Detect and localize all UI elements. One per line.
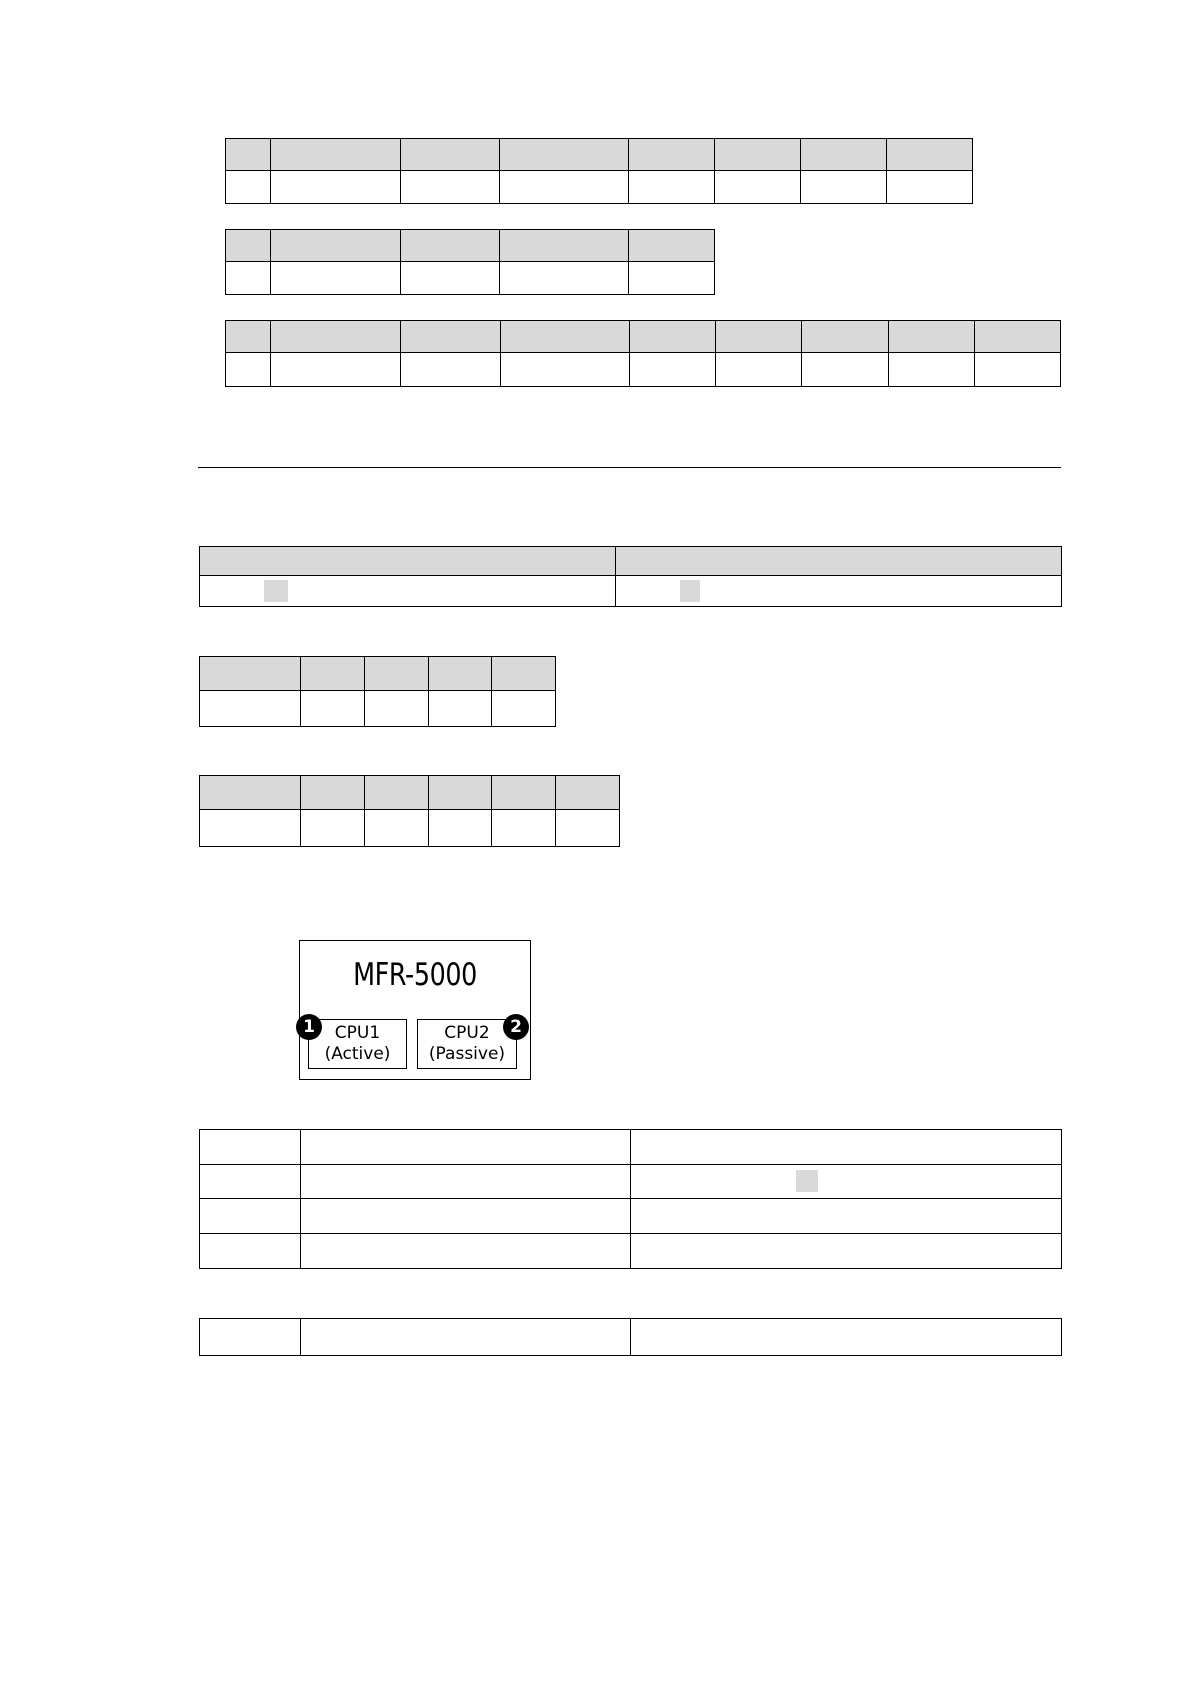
table-8	[199, 1318, 1062, 1356]
table-header-row	[226, 230, 715, 262]
table-5	[199, 656, 556, 727]
table-row	[226, 171, 973, 204]
cpu2-name: CPU2	[444, 1023, 490, 1043]
table-row	[200, 1165, 1062, 1199]
device-title: MFR-5000	[353, 957, 477, 993]
table-header-row	[226, 321, 1061, 353]
table-6	[199, 775, 620, 847]
table-1	[225, 138, 973, 204]
device-diagram	[299, 940, 531, 1080]
table-row	[200, 576, 1062, 607]
cpu1-state: (Active)	[324, 1044, 391, 1064]
cpu2-state: (Passive)	[428, 1044, 506, 1064]
section-divider	[198, 467, 1061, 468]
highlight-mark	[796, 1170, 818, 1192]
table-row	[226, 262, 715, 295]
table-row	[200, 1199, 1062, 1234]
table-header-row	[200, 657, 556, 691]
cpu1-number-badge: 1	[296, 1014, 322, 1040]
table-3	[225, 320, 1061, 387]
table-row	[200, 810, 620, 847]
cpu1-box	[308, 1019, 407, 1069]
table-row	[226, 353, 1061, 387]
highlight-mark	[264, 580, 288, 602]
table-row	[200, 1234, 1062, 1269]
cpu1-name: CPU1	[334, 1023, 381, 1043]
cpu2-box	[417, 1019, 517, 1069]
table-row	[200, 1130, 1062, 1165]
table-header-row	[200, 547, 1062, 576]
table-row	[200, 691, 556, 727]
table-header-row	[226, 139, 973, 171]
table-header-row	[200, 776, 620, 810]
table-2	[225, 229, 715, 295]
table-row	[200, 1319, 1062, 1356]
highlight-mark	[680, 580, 700, 602]
table-7	[199, 1129, 1062, 1269]
table-4	[199, 546, 1062, 607]
cpu2-number-badge: 2	[503, 1014, 529, 1040]
